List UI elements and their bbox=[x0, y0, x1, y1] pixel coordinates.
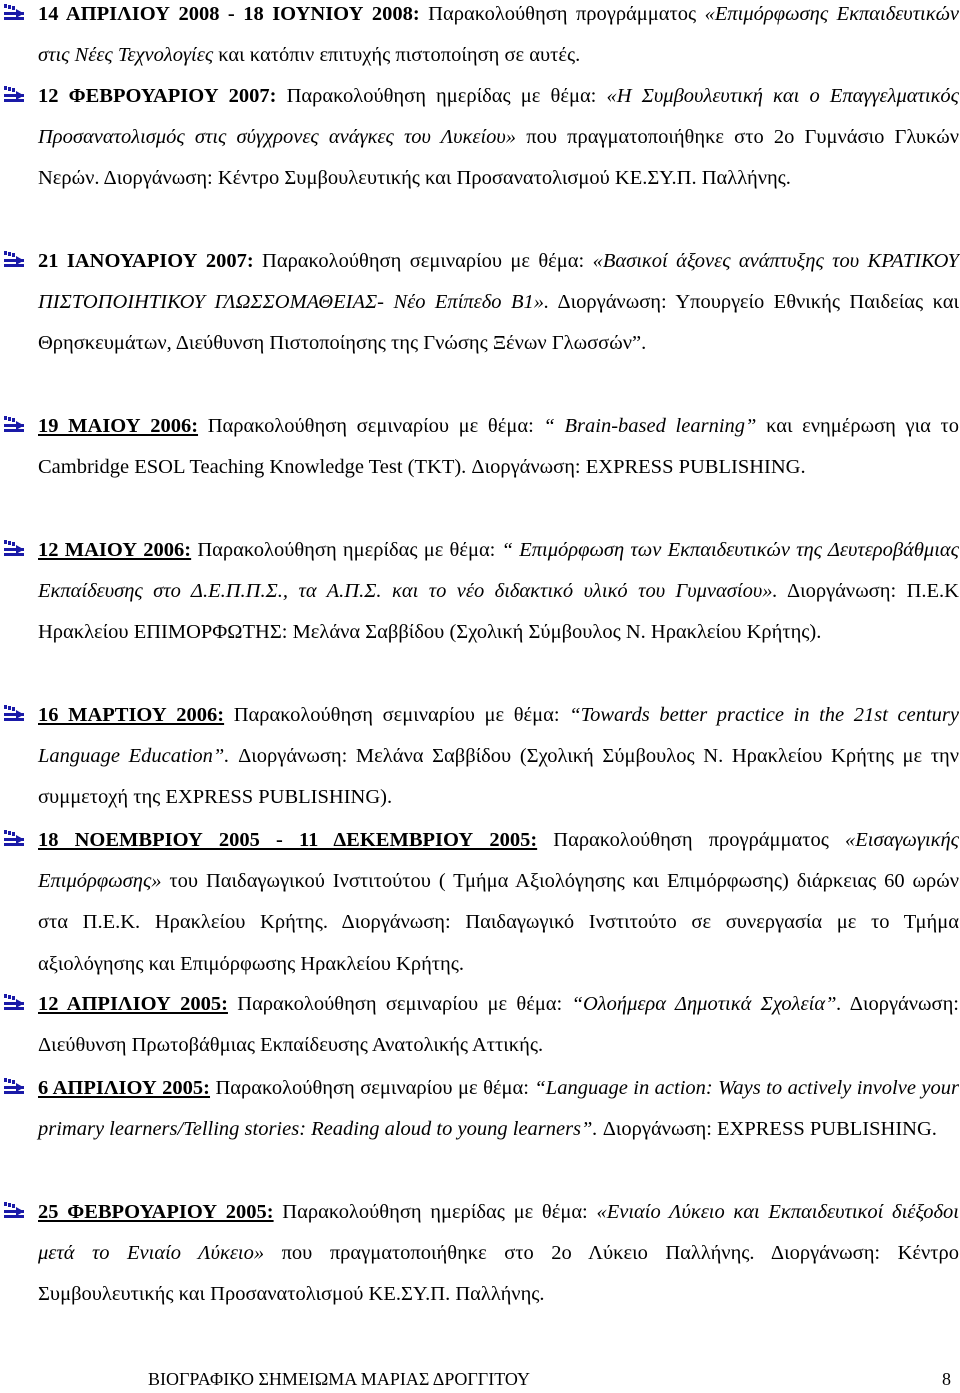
entry-text-end: Διοργάνωση: Υπουργείο Εθνικής Παιδείας και Θρησκευμάτων, Διεύθυνση Πιστοποίησης της Γνώσης Ξένων Γλωσσών”. bbox=[38, 291, 959, 355]
entry-6 bbox=[38, 820, 959, 985]
entry-text-end: Διοργάνωση: Διεύθυνση Πρωτοβάθμιας Εκπαίδευσης Ανατολικής Αττικής. bbox=[38, 993, 960, 1057]
arrow-bullet-icon bbox=[4, 416, 26, 434]
entry-8 bbox=[38, 1068, 959, 1150]
arrow-bullet-icon bbox=[4, 994, 26, 1012]
entry-italic: “Ολοήμερα Δημοτικά Σχολεία”. bbox=[571, 993, 842, 1015]
entry-date: 12 ΦΕΒΡΟΥΑΡΙΟΥ 2007: bbox=[38, 85, 277, 107]
footer-title: ΒΙΟΓΡΑΦΙΚΟ ΣΗΜΕΙΩΜΑ ΜΑΡΙΑΣ ΔΡΟΓΓΙΤΟΥ bbox=[148, 1369, 530, 1389]
entry-italic: “Towards better practice in the 21st century Language Education”. bbox=[38, 704, 959, 768]
entry-0 bbox=[38, 0, 959, 76]
arrow-bullet-icon bbox=[4, 86, 26, 104]
entry-italic: «Βασικοί άξονες ανάπτυξης του ΚΡΑΤΙΚΟΥ ΠΙΣΤΟΠΟΙΗΤΙΚΟΥ ΓΛΩΣΣΟΜΑΘΕΙΑΣ- Νέο Επίπεδο Β1». bbox=[38, 250, 959, 314]
entry-date: 25 ΦΕΒΡΟΥΑΡΙΟΥ 2005: bbox=[38, 1201, 274, 1223]
entry-text: Παρακολούθηση προγράμματος bbox=[419, 3, 705, 25]
entry-text: Παρακολούθηση σεμιναρίου με θέμα: bbox=[227, 993, 572, 1015]
entry-text-end: Διοργάνωση: Μελάνα Σαββίδου (Σχολική Σύμβουλος Ν. Ηρακλείου Κρήτης με την συμμετοχή της EXPRESS PUBLISHING). bbox=[38, 745, 959, 809]
arrow-bullet-icon bbox=[4, 4, 26, 22]
entry-italic: “ Brain-based learning” bbox=[543, 415, 757, 437]
page-number: 8 bbox=[942, 1369, 951, 1389]
entry-text-end: Διοργάνωση: EXPRESS PUBLISHING. bbox=[597, 1118, 937, 1141]
entry-date: 19 ΜΑΙΟΥ 2006: bbox=[38, 415, 199, 437]
entry-5 bbox=[38, 695, 959, 819]
entry-date: 12 ΑΠΡΙΛΙΟΥ 2005: bbox=[38, 993, 228, 1015]
entry-date: 21 ΙΑΝΟΥΑΡΙΟΥ 2007: bbox=[38, 250, 254, 272]
entry-text: Παρακολούθηση σεμιναρίου με θέμα: bbox=[198, 415, 544, 437]
entry-italic: «Επιμόρφωσης Εκπαιδευτικών στις Νέες Τεχνολογίες bbox=[38, 3, 959, 67]
entry-text-end: που πραγματοποιήθηκε στο 2ο Γυμνάσιο Γλυκών Νερών. Διοργάνωση: Κέντρο Συμβουλευτικής και Προσανατολισμού ΚΕ.ΣΥ.Π. Παλλήνης. bbox=[38, 126, 959, 190]
entry-date: 12 ΜΑΙΟΥ 2006: bbox=[38, 539, 192, 561]
entry-text: Παρακολούθηση προγράμματος bbox=[537, 829, 845, 851]
entry-date: 14 ΑΠΡΙΛΙΟΥ 2008 - 18 ΙΟΥΝΙΟΥ 2008: bbox=[38, 3, 420, 25]
entry-text: Παρακολούθηση ημερίδας με θέμα: bbox=[276, 85, 607, 107]
entry-italic: “ Επιμόρφωση των Εκπαιδευτικών της Δευτεροβάθμιας Εκπαίδευσης στο Δ.Ε.Π.Π.Σ., τα Α.Π.Σ. και το νέο διδακτικό υλικό του Γυμνασίου». bbox=[38, 539, 959, 603]
entry-date: 16 ΜΑΡΤΙΟΥ 2006: bbox=[38, 704, 225, 726]
entry-text: Παρακολούθηση σεμιναρίου με θέμα: bbox=[210, 1077, 535, 1099]
arrow-bullet-icon bbox=[4, 705, 26, 723]
entry-text: Παρακολούθηση σεμιναρίου με θέμα: bbox=[253, 250, 593, 272]
entry-2 bbox=[38, 241, 959, 365]
entry-italic: «Εισαγωγικής Επιμόρφωσης» bbox=[38, 829, 959, 893]
entry-text: Παρακολούθηση ημερίδας με θέμα: bbox=[273, 1201, 597, 1223]
arrow-bullet-icon bbox=[4, 830, 26, 848]
entry-text-end: που πραγματοποιήθηκε στο 2ο Λύκειο Παλλήνης. Διοργάνωση: Κέντρο Συμβουλευτικής και Προσανατολισμού ΚΕ.ΣΥ.Π. Παλλήνης. bbox=[38, 1242, 959, 1306]
entry-text-end: του Παιδαγωγικού Ινστιτούτου ( Τμήμα Αξιολόγησης και Επιμόρφωσης) διάρκειας 60 ωρών στα Π.Ε.Κ. Ηρακλείου Κρήτης. Διοργάνωση: Παιδαγωγικό Ινστιτούτο σε συνεργασία με το Τμήμα αξιολόγησης και Επιμόρφωσης Ηρακλείου Κρήτης. bbox=[38, 870, 959, 975]
entry-4 bbox=[38, 530, 959, 654]
entry-italic: “Language in action: Ways to actively involve your primary learners/Telling stories: Reading aloud to young learners”. bbox=[38, 1077, 959, 1141]
entry-9 bbox=[38, 1192, 959, 1316]
arrow-bullet-icon bbox=[4, 540, 26, 558]
entry-3 bbox=[38, 406, 959, 488]
entry-italic: «Η Συμβουλευτική και ο Επαγγελματικός Προσανατολισμός στις σύγχρονες ανάγκες του Λυκείου» bbox=[38, 85, 959, 149]
arrow-bullet-icon bbox=[4, 1078, 26, 1096]
arrow-bullet-icon bbox=[4, 1202, 26, 1220]
entry-text-end: και κατόπιν επιτυχής πιστοποίηση σε αυτές. bbox=[213, 44, 581, 67]
entry-text-end: Διοργάνωση: Π.Ε.Κ Ηρακλείου ΕΠΙΜΟΡΦΩΤΗΣ: Μελάνα Σαββίδου (Σχολική Σύμβουλος Ν. Ηρακλείου Κρήτης). bbox=[38, 580, 959, 644]
entry-7 bbox=[38, 984, 959, 1066]
entry-1 bbox=[38, 76, 959, 200]
entry-text-end: και ενημέρωση για το Cambridge ESOL Teaching Knowledge Test (TKT). Διοργάνωση: EXPRESS PUBLISHING. bbox=[38, 415, 959, 479]
entry-date: 6 ΑΠΡΙΛΙΟΥ 2005: bbox=[38, 1077, 211, 1099]
arrow-bullet-icon bbox=[4, 251, 26, 269]
entry-text: Παρακολούθηση ημερίδας με θέμα: bbox=[191, 539, 502, 561]
entry-date: 18 ΝΟΕΜΒΡΙΟΥ 2005 - 11 ΔΕΚΕΜΒΡΙΟΥ 2005: bbox=[38, 829, 538, 851]
entry-italic: «Ενιαίο Λύκειο και Εκπαιδευτικοί διέξοδοι μετά το Ενιαίο Λύκειο» bbox=[38, 1201, 959, 1265]
entry-text: Παρακολούθηση σεμιναρίου με θέμα: bbox=[224, 704, 570, 726]
